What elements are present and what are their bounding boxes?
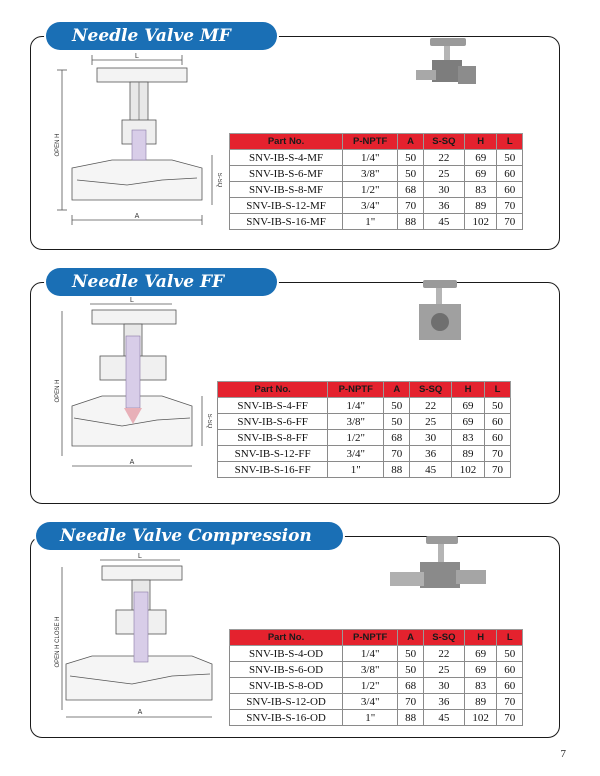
header-h: H <box>452 382 485 398</box>
table-row <box>230 678 523 694</box>
cell: 102 <box>464 710 497 726</box>
cell: 70 <box>384 446 410 462</box>
cell: 83 <box>452 430 485 446</box>
cell: SNV-IB-S-4-FF <box>218 398 328 414</box>
cell: 70 <box>497 214 523 230</box>
cell: 88 <box>384 462 410 478</box>
cell: SNV-IB-S-6-MF <box>230 166 343 182</box>
spec-table <box>217 381 511 478</box>
dim-label-bottom: A <box>129 459 135 466</box>
table-row <box>230 646 523 662</box>
cell: 50 <box>497 150 523 166</box>
cell: 89 <box>464 198 497 214</box>
section-title-text: Needle Valve MF <box>72 26 231 46</box>
cell: 1/4" <box>343 150 398 166</box>
cell: 89 <box>464 694 497 710</box>
table-row <box>230 694 523 710</box>
cell: 70 <box>398 198 424 214</box>
product-photo <box>382 532 492 612</box>
cell: 70 <box>497 694 523 710</box>
cell: 70 <box>497 710 523 726</box>
table-row <box>230 198 523 214</box>
cell: 25 <box>423 166 464 182</box>
cell: 50 <box>398 646 424 662</box>
table-row <box>218 414 511 430</box>
cell: 83 <box>464 678 497 694</box>
cell: 69 <box>464 646 497 662</box>
cell: 22 <box>423 150 464 166</box>
header-p-nptf: P-NPTF <box>343 630 398 646</box>
table-header-row <box>230 134 523 150</box>
section-compression <box>0 510 600 760</box>
cell: 68 <box>398 182 424 198</box>
cell: SNV-IB-S-12-MF <box>230 198 343 214</box>
section-title <box>46 268 277 296</box>
dim-label-left: OPEN H <box>55 379 61 403</box>
cell: SNV-IB-S-16-MF <box>230 214 343 230</box>
cell: SNV-IB-S-12-OD <box>230 694 343 710</box>
dimension-drawing <box>52 50 222 230</box>
cell: 102 <box>452 462 485 478</box>
cell: 1/2" <box>328 430 384 446</box>
product-photo <box>405 278 475 350</box>
cell: 50 <box>398 662 424 678</box>
cell: 1/4" <box>343 646 398 662</box>
table-row <box>230 710 523 726</box>
table-row <box>230 662 523 678</box>
cell: 1/2" <box>343 678 398 694</box>
header-part-no: Part No. <box>230 630 343 646</box>
table-row <box>230 182 523 198</box>
dim-label-top: L <box>130 297 134 304</box>
product-photo <box>410 36 480 101</box>
cell: 69 <box>452 398 485 414</box>
cell: 50 <box>384 414 410 430</box>
cell: 3/4" <box>343 694 398 710</box>
cell: 68 <box>384 430 410 446</box>
header-l: L <box>497 630 523 646</box>
header-l: L <box>485 382 511 398</box>
cell: 70 <box>485 462 511 478</box>
cell: 50 <box>485 398 511 414</box>
section-title <box>36 522 343 550</box>
cell: 70 <box>485 446 511 462</box>
cell: 60 <box>497 182 523 198</box>
dimension-drawing <box>52 296 212 476</box>
cell: 89 <box>452 446 485 462</box>
cell: 69 <box>452 414 485 430</box>
cell: 3/8" <box>328 414 384 430</box>
cell: 3/4" <box>328 446 384 462</box>
table-row <box>218 462 511 478</box>
cell: 45 <box>423 710 464 726</box>
cell: SNV-IB-S-12-FF <box>218 446 328 462</box>
cell: 60 <box>497 678 523 694</box>
cell: 45 <box>423 214 464 230</box>
cell: 1/2" <box>343 182 398 198</box>
section-mf <box>0 0 600 260</box>
header-p-nptf: P-NPTF <box>328 382 384 398</box>
table-row <box>218 446 511 462</box>
cell: 1" <box>328 462 384 478</box>
header-a: A <box>398 134 424 150</box>
cell: 25 <box>410 414 452 430</box>
spec-table <box>229 629 523 726</box>
cell: 36 <box>410 446 452 462</box>
cell: 25 <box>423 662 464 678</box>
header-s-sq: S-SQ <box>423 630 464 646</box>
dim-label-top: L <box>138 553 142 560</box>
header-a: A <box>384 382 410 398</box>
dim-label-top: L <box>135 53 139 60</box>
cell: 102 <box>464 214 497 230</box>
header-a: A <box>398 630 424 646</box>
dim-label-right: S-SQ <box>206 413 212 429</box>
cell: 22 <box>410 398 452 414</box>
cell: SNV-IB-S-4-OD <box>230 646 343 662</box>
cell: 70 <box>497 198 523 214</box>
cell: 69 <box>464 166 497 182</box>
cell: 88 <box>398 214 424 230</box>
dimension-drawing <box>52 552 227 727</box>
section-title-text: Needle Valve FF <box>72 272 225 292</box>
cell: SNV-IB-S-6-OD <box>230 662 343 678</box>
page-number: 7 <box>560 748 566 760</box>
cell: SNV-IB-S-6-FF <box>218 414 328 430</box>
table-row <box>230 166 523 182</box>
cell: 69 <box>464 662 497 678</box>
dim-label-right: S-SQ <box>216 172 222 188</box>
cell: SNV-IB-S-8-MF <box>230 182 343 198</box>
cell: 60 <box>485 414 511 430</box>
cell: 36 <box>423 198 464 214</box>
cell: SNV-IB-S-16-FF <box>218 462 328 478</box>
cell: 36 <box>423 694 464 710</box>
cell: 50 <box>398 166 424 182</box>
header-h: H <box>464 134 497 150</box>
dim-label-bottom: A <box>137 709 143 716</box>
cell: 1/4" <box>328 398 384 414</box>
header-h: H <box>464 630 497 646</box>
cell: 60 <box>497 166 523 182</box>
cell: 50 <box>497 646 523 662</box>
cell: 3/8" <box>343 662 398 678</box>
header-l: L <box>497 134 523 150</box>
header-s-sq: S-SQ <box>423 134 464 150</box>
cell: 22 <box>423 646 464 662</box>
spec-table <box>229 133 523 230</box>
cell: 30 <box>423 182 464 198</box>
cell: 70 <box>398 694 424 710</box>
cell: 1" <box>343 710 398 726</box>
cell: 50 <box>398 150 424 166</box>
table-header-row <box>230 630 523 646</box>
header-s-sq: S-SQ <box>410 382 452 398</box>
cell: SNV-IB-S-16-OD <box>230 710 343 726</box>
cell: SNV-IB-S-8-FF <box>218 430 328 446</box>
cell: 30 <box>410 430 452 446</box>
header-p-nptf: P-NPTF <box>343 134 398 150</box>
cell: 45 <box>410 462 452 478</box>
table-row <box>230 150 523 166</box>
cell: 1" <box>343 214 398 230</box>
table-row <box>218 398 511 414</box>
table-header-row <box>218 382 511 398</box>
header-part-no: Part No. <box>230 134 343 150</box>
cell: 60 <box>497 662 523 678</box>
cell: 3/4" <box>343 198 398 214</box>
cell: 50 <box>384 398 410 414</box>
cell: SNV-IB-S-4-MF <box>230 150 343 166</box>
header-part-no: Part No. <box>218 382 328 398</box>
table-row <box>230 214 523 230</box>
cell: SNV-IB-S-8-OD <box>230 678 343 694</box>
cell: 60 <box>485 430 511 446</box>
cell: 3/8" <box>343 166 398 182</box>
dim-label-left: OPEN H CLOSE H <box>55 616 61 668</box>
dim-label-bottom: A <box>134 213 140 220</box>
cell: 68 <box>398 678 424 694</box>
cell: 88 <box>398 710 424 726</box>
cell: 83 <box>464 182 497 198</box>
cell: 30 <box>423 678 464 694</box>
section-title <box>46 22 277 50</box>
table-row <box>218 430 511 446</box>
section-ff <box>0 260 600 510</box>
cell: 69 <box>464 150 497 166</box>
dim-label-left: OPEN H <box>55 133 61 157</box>
section-title-text: Needle Valve Compression <box>60 526 312 546</box>
